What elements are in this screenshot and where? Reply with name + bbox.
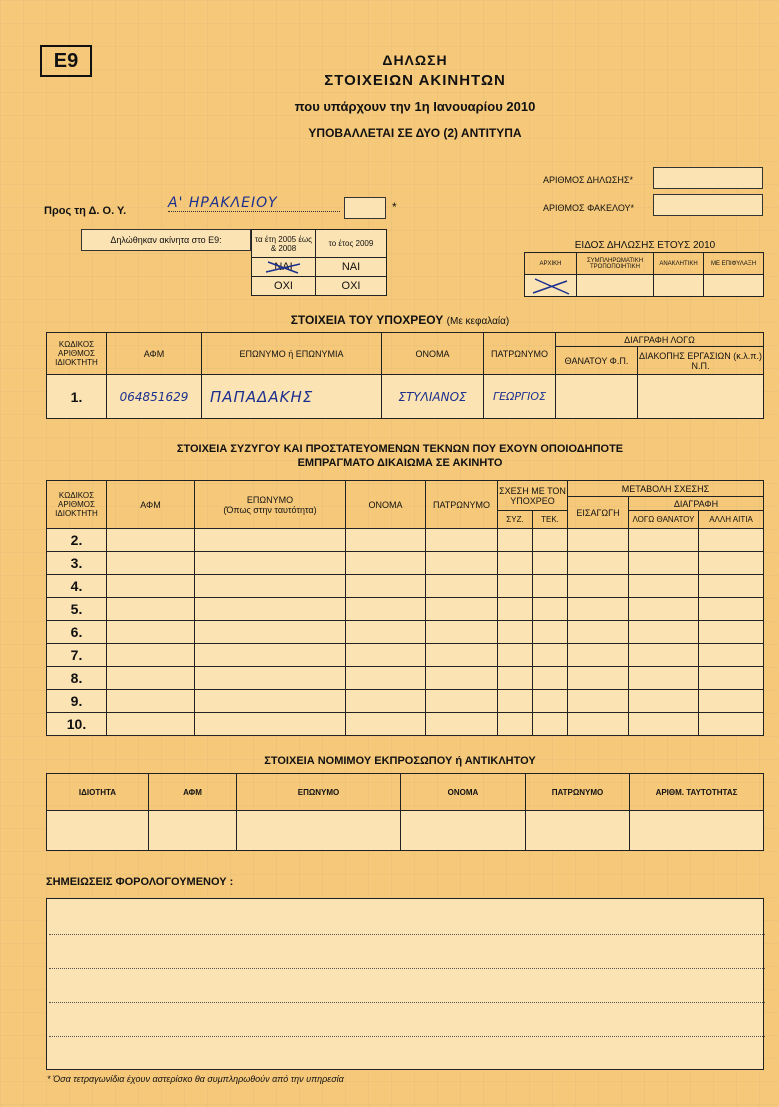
rep-header-name: ΟΝΟΜΑ (401, 774, 526, 811)
spouse-row-name-cell[interactable] (346, 690, 426, 713)
spouse-row-father-cell[interactable] (426, 575, 498, 598)
spouse-row-num: 8. (47, 667, 107, 690)
declared-yes-2009[interactable]: ΝΑΙ (316, 258, 387, 277)
spouse-row-father-cell[interactable] (426, 529, 498, 552)
sp-header-death: ΛΟΓΩ ΘΑΝΑΤΟΥ (629, 511, 699, 529)
rep-surname-cell[interactable] (237, 811, 401, 851)
spouse-row-surname-cell[interactable] (195, 713, 346, 736)
spouse-row-other-cell[interactable] (699, 713, 764, 736)
spouse-row-syz-cell[interactable] (498, 667, 533, 690)
declared-label (81, 229, 251, 251)
spouse-row-father-cell[interactable] (426, 713, 498, 736)
spouse-title2: ΕΜΠΡΑΓΜΑΤΟ ΔΙΚΑΙΩΜΑ ΣΕ ΑΚΙΝΗΤΟ (297, 457, 503, 469)
spouse-row-other-cell[interactable] (699, 575, 764, 598)
sp-header-surname-note: (Όπως στην ταυτότητα) (223, 504, 317, 515)
spouse-row-tek-cell[interactable] (533, 552, 568, 575)
spouse-row-name-cell[interactable] (346, 575, 426, 598)
spouse-row-tek-cell[interactable] (533, 644, 568, 667)
spouse-row-other-cell[interactable] (699, 644, 764, 667)
spouse-row-other-cell[interactable] (699, 529, 764, 552)
spouse-row (47, 690, 764, 713)
type-reservation-checkbox[interactable] (704, 275, 764, 297)
type-supplementary-checkbox[interactable] (577, 275, 654, 297)
spouse-row-father-cell[interactable] (426, 644, 498, 667)
spouse-row-other-cell[interactable] (699, 598, 764, 621)
title-line1: ΔΗΛΩΣΗ (382, 52, 448, 68)
notes-line (49, 1036, 765, 1037)
declared-no-2005[interactable]: ΟΧΙ (252, 277, 316, 296)
notes-line (49, 934, 765, 935)
spouse-row-name-cell[interactable] (346, 621, 426, 644)
type-option-initial: ΑΡΧΙΚΗ (525, 253, 577, 275)
spouse-row-entry-cell[interactable] (568, 644, 629, 667)
title-line3: που υπάρχουν την 1η Ιανουαρίου 2010 (294, 99, 536, 114)
spouse-row-surname-cell[interactable] (195, 598, 346, 621)
spouse-row-death-cell[interactable] (629, 529, 699, 552)
spouse-row-num: 2. (47, 529, 107, 552)
spouse-row-entry-cell[interactable] (568, 713, 629, 736)
spouse-row-syz-cell[interactable] (498, 713, 533, 736)
sp-header-deletion: ΔΙΑΓΡΑΦΗ (629, 497, 764, 511)
sp-header-change: ΜΕΤΑΒΟΛΗ ΣΧΕΣΗΣ (568, 481, 764, 497)
spouse-row-name-cell[interactable] (346, 552, 426, 575)
spouse-row-name-cell[interactable] (346, 667, 426, 690)
spouse-row-death-cell[interactable] (629, 690, 699, 713)
spouse-row (47, 667, 764, 690)
rep-header-father: ΠΑΤΡΩΝΥΜΟ (526, 774, 630, 811)
spouse-row-surname-cell[interactable] (195, 575, 346, 598)
spouse-row (47, 552, 764, 575)
declared-no-2009[interactable]: ΟΧΙ (316, 277, 387, 296)
doy-label: Προς τη Δ. Ο. Υ. (44, 205, 127, 217)
spouse-row-father-cell[interactable] (426, 598, 498, 621)
crossout-mark (252, 258, 316, 277)
sp-header-entry: ΕΙΣΑΓΩΓΗ (568, 497, 629, 529)
spouse-row-entry-cell[interactable] (568, 690, 629, 713)
spouse-row-entry-cell[interactable] (568, 667, 629, 690)
spouse-row-afm-cell[interactable] (107, 621, 195, 644)
spouse-row-death-cell[interactable] (629, 575, 699, 598)
doy-asterisk: * (392, 200, 397, 214)
spouse-row-entry-cell[interactable] (568, 552, 629, 575)
file-number-field[interactable] (653, 194, 763, 216)
spouse-row (47, 598, 764, 621)
form-code: Ε9 (40, 45, 92, 77)
spouse-row-afm-cell[interactable] (107, 552, 195, 575)
type-revocation-checkbox[interactable] (654, 275, 704, 297)
tp-row-num: 1. (47, 375, 107, 419)
sp-header-name: ΟΝΟΜΑ (346, 481, 426, 529)
taxpayer-title (200, 313, 600, 327)
tp-header-deletion: ΔΙΑΓΡΑΦΗ ΛΟΓΩ (556, 333, 764, 347)
taxpayer-title-text: ΣΤΟΙΧΕΙΑ ΤΟΥ ΥΠΟΧΡΕΟΥ (290, 313, 444, 327)
spouse-row-tek-cell[interactable] (533, 529, 568, 552)
rep-header-id: ΑΡΙΘΜ. ΤΑΥΤΟΤΗΤΑΣ (630, 774, 764, 811)
type-table (524, 252, 764, 297)
spouse-row-tek-cell[interactable] (533, 598, 568, 621)
spouse-row-surname-cell[interactable] (195, 621, 346, 644)
tp-header-name: ΟΝΟΜΑ (382, 333, 484, 375)
spouse-row-death-cell[interactable] (629, 644, 699, 667)
spouse-row-syz-cell[interactable] (498, 552, 533, 575)
spouse-row-name-cell[interactable] (346, 644, 426, 667)
tp-row-father[interactable]: ΓΕΩΡΓΙΟΣ (484, 375, 556, 419)
spouse-row-surname-cell[interactable] (195, 690, 346, 713)
spouse-row (47, 529, 764, 552)
spouse-rows (47, 529, 764, 736)
spouse-row-syz-cell[interactable] (498, 690, 533, 713)
spouse-title1: ΣΤΟΙΧΕΙΑ ΣΥΖΥΓΟΥ ΚΑΙ ΠΡΟΣΤΑΤΕΥΟΜΕΝΩΝ ΤΕΚΝΩΝ ΠΟΥ ΕΧΟΥΝ ΟΠΟΙΟΔΗΠΟΤΕ (176, 443, 624, 455)
spouse-row (47, 621, 764, 644)
spouse-row-afm-cell[interactable] (107, 713, 195, 736)
spouse-row-num: 9. (47, 690, 107, 713)
declared-yes-2005[interactable] (252, 258, 316, 277)
doy-value[interactable]: Α' ΗΡΑΚΛΕΙΟΥ (168, 195, 340, 212)
declared-table (251, 229, 387, 296)
spouse-row-tek-cell[interactable] (533, 621, 568, 644)
spouse-row-father-cell[interactable] (426, 552, 498, 575)
spouse-row-father-cell[interactable] (426, 667, 498, 690)
type-option-supplementary: ΣΥΜΠΛΗΡΩΜΑΤΙΚΗ ΤΡΟΠΟΠΟΙΗΤΙΚΗ (577, 253, 654, 275)
tp-header-afm: ΑΦΜ (107, 333, 202, 375)
tp-row-surname[interactable]: ΠΑΠΑΔΑΚΗΣ (202, 375, 382, 419)
sp-header-afm: ΑΦΜ (107, 481, 195, 529)
spouse-row-other-cell[interactable] (699, 621, 764, 644)
spouse-row-father-cell[interactable] (426, 690, 498, 713)
spouse-row (47, 575, 764, 598)
sp-header-syz: ΣΥΖ. (498, 511, 533, 529)
spouse-row-afm-cell[interactable] (107, 667, 195, 690)
declared-label-text: Δηλώθηκαν ακίνητα στο Ε9: (110, 235, 222, 245)
taxpayer-title-note: (Με κεφαλαία) (446, 316, 510, 327)
spouse-row-other-cell[interactable] (699, 690, 764, 713)
spouse-row-surname-cell[interactable] (195, 529, 346, 552)
tp-header-surname: ΕΠΩΝΥΜΟ ή ΕΠΩΝΥΜΙΑ (202, 333, 382, 375)
rep-header-surname: ΕΠΩΝΥΜΟ (237, 774, 401, 811)
spouse-row-afm-cell[interactable] (107, 690, 195, 713)
representative-title: ΣΤΟΙΧΕΙΑ ΝΟΜΙΜΟΥ ΕΚΠΡΟΣΩΠΟΥ ή ΑΝΤΙΚΛΗΤΟΥ (264, 755, 536, 767)
tp-header-code: ΚΩΔΙΚΟΣ ΑΡΙΘΜΟΣ ΙΔΙΟΚΤΗΤΗ (47, 333, 107, 375)
spouse-row-death-cell[interactable] (629, 713, 699, 736)
x-mark (525, 275, 577, 297)
sp-header-surname (195, 481, 346, 529)
tp-row-afm[interactable]: 064851629 (107, 375, 202, 419)
tp-row-death[interactable] (556, 375, 638, 419)
sp-header-tek: ΤΕΚ. (533, 511, 568, 529)
declaration-number-field[interactable] (653, 167, 763, 189)
spouse-row-num: 7. (47, 644, 107, 667)
spouse-row-death-cell[interactable] (629, 598, 699, 621)
spouse-row-afm-cell[interactable] (107, 575, 195, 598)
type-option-revocation: ΑΝΑΚΛΗΤΙΚΗ (654, 253, 704, 275)
spouse-row-afm-cell[interactable] (107, 598, 195, 621)
spouse-row-surname-cell[interactable] (195, 552, 346, 575)
spouse-row (47, 713, 764, 736)
tp-header-father: ΠΑΤΡΩΝΥΜΟ (484, 333, 556, 375)
sp-header-other: ΑΛΛΗ ΑΙΤΙΑ (699, 511, 764, 529)
spouse-row-tek-cell[interactable] (533, 713, 568, 736)
declared-col2: το έτος 2009 (316, 230, 387, 258)
file-number-label: ΑΡΙΘΜΟΣ ΦΑΚΕΛΟΥ* (543, 203, 635, 213)
rep-header-afm: ΑΦΜ (149, 774, 237, 811)
notes-line (49, 1002, 765, 1003)
footnote: * Όσα τετραγωνίδια έχουν αστερίσκο θα συμπληρωθούν από την υπηρεσία (47, 1074, 344, 1084)
spouse-row-name-cell[interactable] (346, 598, 426, 621)
spouse-row-syz-cell[interactable] (498, 529, 533, 552)
declared-yes-2005-text: ΝΑΙ (274, 261, 293, 273)
spouse-row-entry-cell[interactable] (568, 598, 629, 621)
spouse-row-syz-cell[interactable] (498, 621, 533, 644)
rep-father-cell[interactable] (526, 811, 630, 851)
type-title: ΕΙΔΟΣ ΔΗΛΩΣΗΣ ΕΤΟΥΣ 2010 (574, 240, 716, 251)
tp-header-death: ΘΑΝΑΤΟΥ Φ.Π. (556, 347, 638, 375)
spouse-row-syz-cell[interactable] (498, 598, 533, 621)
rep-header-capacity: ΙΔΙΟΤΗΤΑ (47, 774, 149, 811)
taxpayer-table (46, 332, 764, 419)
spouse-row-syz-cell[interactable] (498, 644, 533, 667)
spouse-row-afm-cell[interactable] (107, 644, 195, 667)
spouse-row-entry-cell[interactable] (568, 529, 629, 552)
spouse-row-num: 3. (47, 552, 107, 575)
spouse-table (46, 480, 764, 736)
notes-line (49, 968, 765, 969)
spouse-row-num: 5. (47, 598, 107, 621)
spouse-row-syz-cell[interactable] (498, 575, 533, 598)
spouse-row-surname-cell[interactable] (195, 667, 346, 690)
spouse-row-surname-cell[interactable] (195, 644, 346, 667)
notes-area[interactable] (46, 898, 764, 1070)
spouse-row-other-cell[interactable] (699, 667, 764, 690)
rep-afm-cell[interactable] (149, 811, 237, 851)
spouse-row-name-cell[interactable] (346, 529, 426, 552)
type-initial-checkbox[interactable] (525, 275, 577, 297)
doy-code-field[interactable] (344, 197, 386, 219)
spouse-row-tek-cell[interactable] (533, 667, 568, 690)
rep-name-cell[interactable] (401, 811, 526, 851)
sp-header-relation: ΣΧΕΣΗ ΜΕ ΤΟΝ ΥΠΟΧΡΕΟ (498, 481, 568, 511)
spouse-row (47, 644, 764, 667)
title-line4: ΥΠΟΒΑΛΛΕΤΑΙ ΣΕ ΔΥΟ (2) ΑΝΤΙΤΥΠΑ (308, 126, 522, 140)
tp-header-cessation: ΔΙΑΚΟΠΗΣ ΕΡΓΑΣΙΩΝ (κ.λ.π.) Ν.Π. (638, 347, 764, 375)
spouse-row-entry-cell[interactable] (568, 575, 629, 598)
spouse-row-father-cell[interactable] (426, 621, 498, 644)
tp-row-cessation[interactable] (638, 375, 764, 419)
tp-row-name[interactable]: ΣΤΥΛΙΑΝΟΣ (382, 375, 484, 419)
sp-header-code: ΚΩΔΙΚΟΣ ΑΡΙΘΜΟΣ ΙΔΙΟΚΤΗΤΗ (47, 481, 107, 529)
spouse-row-afm-cell[interactable] (107, 529, 195, 552)
declared-col1: τα έτη 2005 έως & 2008 (252, 230, 316, 258)
spouse-row-death-cell[interactable] (629, 667, 699, 690)
spouse-row-name-cell[interactable] (346, 713, 426, 736)
spouse-row-tek-cell[interactable] (533, 690, 568, 713)
spouse-row-num: 10. (47, 713, 107, 736)
type-option-reservation: ΜΕ ΕΠΙΦΥΛΑΞΗ (704, 253, 764, 275)
rep-capacity-cell[interactable] (47, 811, 149, 851)
title-line2: ΣΤΟΙΧΕΙΩΝ ΑΚΙΝΗΤΩΝ (324, 72, 506, 89)
rep-id-cell[interactable] (630, 811, 764, 851)
declaration-number-label: ΑΡΙΘΜΟΣ ΔΗΛΩΣΗΣ* (543, 175, 633, 185)
representative-table (46, 773, 764, 851)
sp-header-surname-text: ΕΠΩΝΥΜΟ (246, 494, 294, 505)
spouse-row-num: 4. (47, 575, 107, 598)
spouse-row-death-cell[interactable] (629, 621, 699, 644)
spouse-row-num: 6. (47, 621, 107, 644)
spouse-row-tek-cell[interactable] (533, 575, 568, 598)
spouse-row-death-cell[interactable] (629, 552, 699, 575)
sp-header-father: ΠΑΤΡΩΝΥΜΟ (426, 481, 498, 529)
spouse-row-other-cell[interactable] (699, 552, 764, 575)
notes-title: ΣΗΜΕΙΩΣΕΙΣ ΦΟΡΟΛΟΓΟΥΜΕΝΟΥ : (46, 876, 234, 888)
spouse-row-entry-cell[interactable] (568, 621, 629, 644)
